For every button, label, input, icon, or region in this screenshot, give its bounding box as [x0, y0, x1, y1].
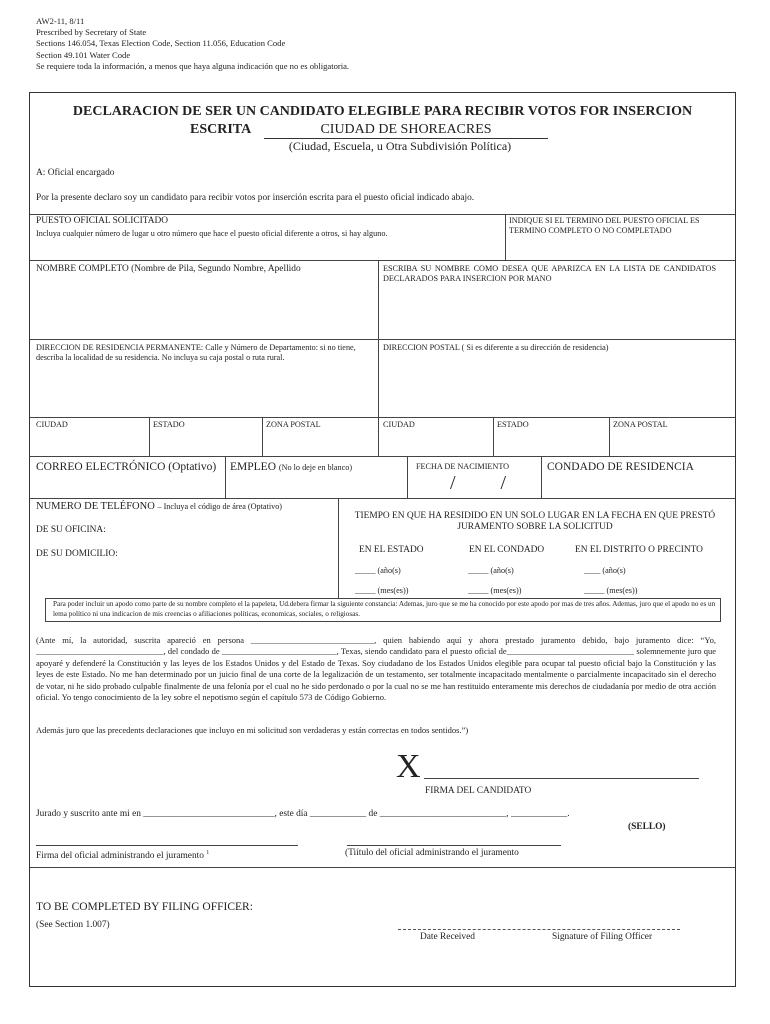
- rule: [505, 214, 506, 260]
- official-title-line[interactable]: [347, 845, 561, 846]
- oath-text: (Ante mí, la autoridad, suscrita apareció en persona _____________________________, quien habiendo aquí y ahora prestado juramento debido, bajo juramento dice: “Yo, ______________________________, del condado de ___________________________, Texas, siendo candidato para el puesto oficial de______________________________ solemnemente juro que apoyaré y defenderé la Constitución y las leyes de los Estados Unidos y del Estado de Texas. Soy ciudadano de los Estados Unidos elegible para ocupar tal puesto oficial bajo la Constitución y las leyes de este Estado. No me han determinado por un juicio final de una corte de la legalización de un testamento, ser totalmente incapacitado mentalmente o parcialmente incapacitado sin el derecho de votar, ni he sido probado culpable finalmente de una felonía por el cual no he sido perdonado o por la cual no se me han restituido enteramente mis derechos de ciudadanía por medio de otra acción oficial. Yo tengo conocimiento de la ley sobre el nepotismo según el capítulo 573 de Código Gobierno.: [36, 635, 716, 703]
- footnote-marker: 1: [206, 850, 210, 856]
- rule: [149, 417, 150, 456]
- rule: [30, 456, 735, 457]
- occupation-note: (No lo deje en blanco): [278, 463, 353, 472]
- required-note: Se requiere toda la información, a menos que haya alguna indicación que no es obligatoria.: [36, 60, 350, 71]
- ballot-name-label: ESCRIBA SU NOMBRE COMO DESEA QUE APARIZCA EN LA LISTA DE CANDIDATOS DECLARADOS PARA INSERCION POR MANO: [383, 264, 716, 283]
- mailing-address-label: DIRECCION POSTAL ( Si es diferente a su dirección de residencia): [383, 343, 609, 352]
- oath-closing: Además juro que las precedents declaraciones que incluyo en mi solicitud son verdaderas y están correctas en todos sentidos.”): [36, 725, 469, 735]
- candidate-signature-label: FIRMA DEL CANDIDATO: [425, 786, 532, 796]
- official-signature-label: [36, 848, 209, 862]
- phone-label-text: NUMERO DE TELÉFONO: [36, 501, 155, 512]
- declaration-intro: Por la presente declaro soy un candidato para recibir votos por inserción escrita para el puesto oficial indicado abajo.: [36, 193, 475, 203]
- mail-state-label: ESTADO: [497, 420, 529, 429]
- rule: [407, 456, 408, 498]
- signature-x: X: [396, 748, 421, 785]
- rule: [262, 417, 263, 456]
- statute-water-code: Section 49.101 Water Code: [36, 49, 131, 60]
- rule: [30, 867, 735, 868]
- nickname-statement: Para poder incluir un apodo como parte de su nombre completo el la papeleta, Ud.debera firmar la siguiente constancia: Ademas, juro que se me ha conocido por este apodo por mas de tres años. Ademas, juro que el apodo no es un lema político ni una indicacion de mis creencias o afiliaciones políticas, economicas, sociales, o religiosas.: [53, 600, 716, 618]
- district-years-field[interactable]: ____ (año(s): [584, 566, 626, 575]
- rule: [30, 260, 735, 261]
- phone-label: [36, 501, 282, 512]
- birthdate-field[interactable]: / /: [450, 472, 507, 494]
- occupation-label-text: EMPLEO: [230, 461, 276, 473]
- form-title: DECLARACION DE SER UN CANDIDATO ELEGIBLE PARA RECIBIR VOTOS FOR INSERCION: [72, 104, 693, 119]
- phone-note: – Incluya el código de área (Optativo): [157, 502, 283, 511]
- office-sought-note: Incluya cualquier número de lugar u otro número que hace el puesto oficial diferente a otros, si hay alguno.: [36, 229, 388, 238]
- district-months-field[interactable]: _____ (mes(es)): [584, 586, 638, 595]
- prescribed-by: Prescribed by Secretary of State: [36, 27, 147, 38]
- rule: [378, 339, 379, 456]
- office-sought-label: PUESTO OFICIAL SOLICITADO: [36, 216, 169, 226]
- official-signature-text: Firma del oficial administrando el juramento: [36, 851, 204, 862]
- state-months-field[interactable]: _____ (mes(es)): [355, 586, 409, 595]
- form-title-escrita: ESCRITA: [190, 122, 252, 137]
- rule: [609, 417, 610, 456]
- office-sought-field[interactable]: [33, 214, 505, 260]
- rule: [338, 498, 339, 598]
- rule: [30, 339, 735, 340]
- zip-label: ZONA POSTAL: [266, 420, 321, 429]
- in-district-label: EN EL DISTRITO O PRECINTO: [575, 545, 703, 555]
- city-caption: (Ciudad, Escuela, u Otra Subdivisión Política): [288, 139, 512, 153]
- filing-section-ref: (See Section 1.007): [36, 920, 110, 930]
- date-received-label: Date Received: [420, 932, 475, 942]
- home-phone-label: DE SU DOMICILIO:: [36, 549, 118, 559]
- seal-label: (SELLO): [628, 822, 666, 832]
- mail-zip-label: ZONA POSTAL: [613, 420, 668, 429]
- rule: [541, 456, 542, 498]
- form-id: AW2-11, 8/11: [36, 16, 85, 26]
- county-months-field[interactable]: _____ (mes(es)): [468, 586, 522, 595]
- filing-signature-line[interactable]: [398, 929, 680, 930]
- email-label: CORREO ELECTRÓNICO (Optativo): [36, 461, 217, 473]
- mail-city-label: CIUDAD: [383, 420, 415, 429]
- official-title-label: (Tiítulo del oficial administrando el juramento: [345, 848, 519, 858]
- residence-time-label: TIEMPO EN QUE HA RESIDIDO EN UN SOLO LUGAR EN LA FECHA EN QUE PRESTÓ JURAMENTO SOBRE LA SOLICITUD: [354, 511, 716, 532]
- state-label: ESTADO: [153, 420, 185, 429]
- statute-sections: Sections 146.054, Texas Election Code, Section 11.056, Education Code: [36, 38, 286, 49]
- sworn-text: Jurado y suscrito ante mi en ____________________________, este día ____________ de ___________________________, ____________.: [36, 809, 570, 819]
- state-years-field[interactable]: _____ (año(s): [355, 566, 401, 575]
- form-header: [36, 16, 349, 72]
- in-county-label: EN EL CONDADO: [469, 545, 545, 555]
- rule: [493, 417, 494, 456]
- term-label: INDIQUE SI EL TERMINO DEL PUESTO OFICIAL ES TERMINO COMPLETO O NO COMPLETADO: [509, 216, 700, 235]
- filing-officer-title: TO BE COMPLETED BY FILING OFFICER:: [36, 901, 253, 913]
- filing-officer-signature-label: Signature of Filing Officer: [552, 932, 653, 942]
- official-signature-line[interactable]: [36, 845, 298, 846]
- candidate-signature-line[interactable]: [424, 778, 699, 779]
- city-field[interactable]: CIUDAD DE SHOREACRES: [264, 122, 548, 139]
- rule: [30, 498, 735, 499]
- rule: [30, 417, 735, 418]
- city-label: CIUDAD: [36, 420, 68, 429]
- rule: [225, 456, 226, 498]
- rule: [378, 260, 379, 339]
- full-name-label: NOMBRE COMPLETO (Nombre de Pila, Segundo Nombre, Apellido: [36, 264, 301, 274]
- birthdate-label: FECHA DE NACIMIENTO: [416, 462, 510, 471]
- county-years-field[interactable]: _____ (año(s): [468, 566, 514, 575]
- in-state-label: EN EL ESTADO: [359, 545, 424, 555]
- officer-label: A: Oficial encargado: [36, 168, 115, 178]
- residence-address-label: DIRECCION DE RESIDENCIA PERMANENTE: Calle y Número de Departamento: si no tiene, describa la localidad de su residencia. No incluya su caja postal o ruta rural.: [36, 343, 356, 362]
- county-label: CONDADO DE RESIDENCIA: [547, 461, 694, 473]
- occupation-label: [230, 461, 352, 473]
- office-phone-label: DE SU OFICINA:: [36, 525, 106, 535]
